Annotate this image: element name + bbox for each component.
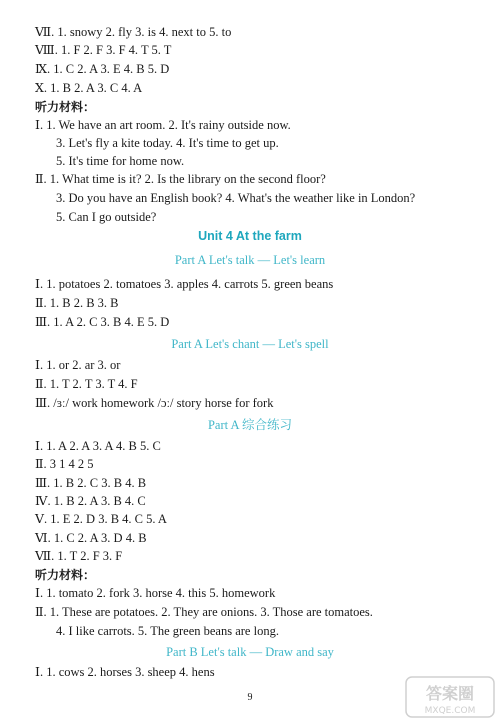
answer-line: Ⅱ. 1. B 2. B 3. B (35, 296, 119, 310)
answer-line: Ⅰ. 1. tomato 2. fork 3. horse 4. this 5. homework (35, 586, 276, 600)
answer-line: Ⅱ. 1. T 2. T 3. T 4. F (35, 377, 138, 391)
section-subheading: Part A Let's talk — Let's learn (174, 253, 326, 267)
answer-line: Ⅵ. 1. C 2. A 3. D 4. B (35, 531, 147, 545)
answer-line: Ⅴ. 1. E 2. D 3. B 4. C 5. A (35, 512, 167, 526)
answer-line: Ⅲ. /ɜː/ work homework /ɔː/ story horse for fork (35, 396, 274, 410)
answer-line: Ⅶ. 1. T 2. F 3. F (35, 549, 123, 563)
answer-line: Ⅲ. 1. B 2. C 3. B 4. B (35, 476, 147, 490)
section-heading: Unit 4 At the farm (198, 229, 302, 243)
answer-line: Ⅰ. 1. cows 2. horses 3. sheep 4. hens (35, 665, 215, 679)
answer-line: Ⅷ. 1. F 2. F 3. F 4. T 5. T (35, 43, 172, 57)
answer-line: Ⅳ. 1. B 2. A 3. B 4. C (35, 494, 146, 508)
answer-line: Ⅰ. 1. A 2. A 3. A 4. B 5. C (35, 439, 161, 453)
section-subheading: Part A Let's chant — Let's spell (171, 337, 329, 351)
page-number: 9 (247, 692, 253, 703)
answer-line: Ⅲ. 1. A 2. C 3. B 4. E 5. D (35, 315, 170, 329)
answer-line: 听力材料： (35, 568, 96, 582)
watermark-logo (404, 675, 496, 719)
answer-line: 3. Let's fly a kite today. 4. It's time to get up. (56, 136, 279, 150)
answer-line: Ⅸ. 1. C 2. A 3. E 4. B 5. D (35, 62, 170, 76)
section-subheading: Part B Let's talk — Draw and say (166, 645, 334, 659)
answer-line: Ⅹ. 1. B 2. A 3. C 4. A (35, 81, 143, 95)
answer-line: 5. Can I go outside? (56, 210, 157, 224)
watermark-text: 答案圈 (425, 684, 475, 703)
section-subheading: Part A 综合练习 (207, 418, 293, 432)
answer-line: Ⅱ. 1. What time is it? 2. Is the library on the second floor? (35, 172, 326, 186)
answer-line: Ⅰ. 1. potatoes 2. tomatoes 3. apples 4. carrots 5. green beans (35, 277, 334, 291)
answer-line: 4. I like carrots. 5. The green beans are long. (56, 624, 279, 638)
answer-line: 3. Do you have an English book? 4. What's the weather like in London? (56, 191, 416, 205)
answer-line: Ⅱ. 3 1 4 2 5 (35, 457, 94, 471)
answer-line: Ⅱ. 1. These are potatoes. 2. They are onions. 3. Those are tomatoes. (35, 605, 373, 619)
answer-line: Ⅰ. 1. or 2. ar 3. or (35, 358, 121, 372)
answer-line: 5. It's time for home now. (56, 154, 185, 168)
answer-line: Ⅶ. 1. snowy 2. fly 3. is 4. next to 5. to (35, 25, 232, 39)
answer-line: 听力材料： (35, 100, 96, 114)
watermark-subtext: MXQE.COM (424, 706, 476, 716)
answer-line: Ⅰ. 1. We have an art room. 2. It's rainy outside now. (35, 118, 291, 132)
